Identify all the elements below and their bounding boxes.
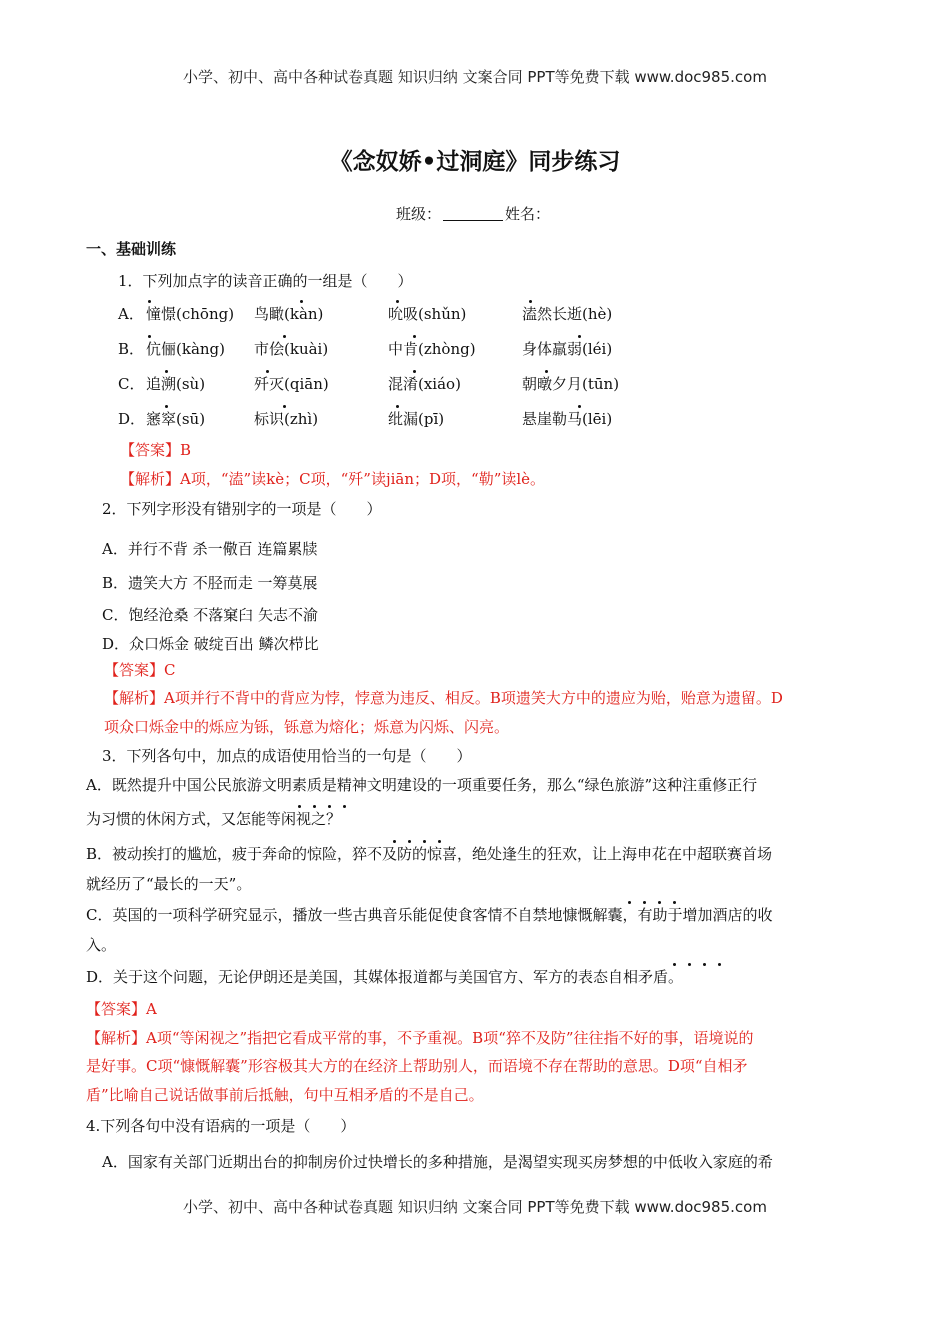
option-item: 溘然长逝(hè) — [522, 305, 613, 323]
q1-answer: 【答案】B — [120, 441, 192, 459]
section-heading: 一、基础训练 — [86, 240, 177, 258]
q2-option-d: D．众口烁金 破绽百出 鳞次栉比 — [102, 635, 319, 653]
emphasis-dot — [718, 963, 721, 966]
emphasis-dot — [298, 805, 301, 808]
emphasis-dot — [393, 840, 396, 843]
emphasis-dot — [545, 370, 548, 373]
option-item: 窸窣(sū) — [146, 410, 206, 428]
q3-stem: 3．下列各句中，加点的成语使用恰当的一句是（ ） — [102, 747, 472, 765]
idiom-emphasized: 自相矛盾 — [608, 968, 669, 986]
emphasis-dot — [396, 300, 399, 303]
emphasis-dot — [300, 300, 303, 303]
q3-option-b-line2: 就经历了“最长的一天”。 — [86, 875, 252, 893]
emphasis-dot — [529, 300, 532, 303]
q2-option-c: C．饱经沧桑 不落窠臼 矢志不渝 — [102, 606, 319, 624]
q4-stem: 4.下列各句中没有语病的一项是（ ） — [86, 1117, 356, 1135]
q3-option-a-line1: A．既然提升中国公民旅游文明素质是精神文明建设的一项重要任务，那么“绿色旅游”这种注重修正行 — [86, 776, 758, 794]
emphasis-dot — [578, 335, 581, 338]
option-letter: D． — [118, 410, 146, 428]
text: ？ — [326, 810, 342, 828]
page-header: 小学、初中、高中各种试卷真题 知识归纳 文案合同 PPT等免费下载 www.doc985.com — [183, 68, 767, 86]
q2-answer: 【答案】C — [104, 661, 176, 679]
text: 为习惯的休闲方式，又怎能 — [86, 810, 267, 828]
q3-option-a-line2 — [86, 812, 341, 827]
text: D．关于这个问题，无论伊朗还是美国，其媒体报道都与美国官方、军方的表态 — [86, 968, 609, 986]
emphasis-dot — [283, 335, 286, 338]
q3-answer: 【答案】A — [86, 1000, 157, 1018]
q2-analysis-line2: 项众口烁金中的烁应为铄，铄意为熔化；烁意为闪烁、闪亮。 — [104, 718, 510, 736]
emphasis-dot — [673, 963, 676, 966]
emphasis-dot — [413, 370, 416, 373]
q3-analysis-line3: 盾”比喻自己说话做事前后抵触，句中互相矛盾的不是自己。 — [86, 1086, 484, 1104]
page-footer: 小学、初中、高中各种试卷真题 知识归纳 文案合同 PPT等免费下载 www.doc985.com — [183, 1198, 767, 1216]
option-item: 混淆(xiáo) — [388, 375, 461, 393]
option-letter: B． — [118, 340, 145, 358]
document-title: 《念奴娇•过洞庭》同步练习 — [329, 149, 621, 175]
emphasis-dot — [266, 370, 269, 373]
q3-analysis-line1: 【解析】A项“等闲视之”指把它看成平常的事，不予重视。B项“猝不及防”往往指不好的事，语境说的 — [86, 1029, 754, 1047]
class-label: 班级： — [396, 205, 442, 223]
text: 的惊喜，绝处逢生的狂欢，让上海申花在中超联赛首场 — [412, 845, 773, 863]
option-letter: A． — [118, 305, 144, 323]
option-item: 身体羸弱(léi) — [522, 340, 613, 358]
emphasis-dot — [313, 805, 316, 808]
class-blank — [443, 206, 503, 221]
emphasis-dot — [658, 901, 661, 904]
idiom-emphasized: 猝不及防 — [352, 845, 413, 863]
option-item: 追溯(sù) — [146, 375, 206, 393]
q1-stem: 1．下列加点字的读音正确的一组是（ ） — [118, 272, 413, 290]
option-item: 憧憬(chōng) — [146, 305, 235, 323]
idiom-emphasized: 等闲视之 — [266, 810, 327, 828]
q4-option-a-line1: A．国家有关部门近期出台的抑制房价过快增长的多种措施，是渴望实现买房梦想的中低收入家庭的希 — [102, 1153, 773, 1171]
emphasis-dot — [423, 840, 426, 843]
emphasis-dot — [283, 405, 286, 408]
option-letter: C． — [118, 375, 145, 393]
q3-option-c-line1 — [86, 908, 773, 923]
emphasis-dot — [408, 840, 411, 843]
q3-option-b-line1 — [86, 847, 772, 862]
emphasis-dot — [673, 901, 676, 904]
emphasis-dot — [148, 300, 151, 303]
name-label: 姓名： — [505, 205, 551, 223]
option-item: 朝暾夕月(tūn) — [522, 375, 620, 393]
option-item: 纰漏(pī) — [388, 410, 445, 428]
emphasis-dot — [328, 805, 331, 808]
q2-stem: 2．下列字形没有错别字的一项是（ ） — [102, 500, 382, 518]
q2-analysis-line1: 【解析】A项并行不背中的背应为悖，悖意为违反、相反。B项遗笑大方中的遗应为贻，贻意为遗留。D — [104, 689, 783, 707]
emphasis-dot — [413, 335, 416, 338]
text: 。 — [668, 968, 684, 986]
option-item: 市侩(kuài) — [254, 340, 329, 358]
emphasis-dot — [396, 405, 399, 408]
emphasis-dot — [688, 963, 691, 966]
q3-analysis-line2: 是好事。C项“慷慨解囊”形容极其大方的在经济上帮助别人，而语境不存在帮助的意思。D项“自相矛 — [86, 1057, 748, 1075]
emphasis-dot — [628, 901, 631, 904]
emphasis-dot — [643, 901, 646, 904]
emphasis-dot — [165, 370, 168, 373]
class-name-line — [396, 203, 550, 224]
text: B．被动挨打的尴尬，疲于奔命的惊险， — [86, 845, 353, 863]
option-item: 鸟瞰(kàn) — [254, 305, 324, 323]
q2-option-b: B．遗笑大方 不胫而走 一筹莫展 — [102, 574, 318, 592]
option-item: 中肯(zhòng) — [388, 340, 476, 358]
option-item: 标识(zhì) — [254, 410, 319, 428]
emphasis-dot — [148, 335, 151, 338]
text: C．英国的一项科学研究显示，播放一些古典音乐能促使食客情不自禁地 — [86, 906, 563, 924]
emphasis-dot — [438, 840, 441, 843]
option-item: 吮吸(shǔn) — [388, 305, 467, 323]
option-item: 歼灭(qiān) — [254, 375, 329, 393]
q3-option-d — [86, 970, 683, 985]
emphasis-dot — [343, 805, 346, 808]
q3-option-c-line2: 入。 — [86, 936, 117, 954]
emphasis-dot — [165, 405, 168, 408]
text: ，有助于增加酒店的收 — [622, 906, 773, 924]
emphasis-dot — [578, 405, 581, 408]
q2-option-a: A．并行不背 杀一儆百 连篇累牍 — [102, 540, 318, 558]
q1-analysis: 【解析】A项，“溘”读kè；C项，“歼”读jiān；D项，“勒”读lè。 — [120, 470, 546, 488]
idiom-emphasized: 慷慨解囊 — [562, 906, 623, 924]
option-item: 悬崖勒马(lēi) — [522, 410, 613, 428]
option-item: 伉俪(kàng) — [146, 340, 225, 358]
emphasis-dot — [703, 963, 706, 966]
